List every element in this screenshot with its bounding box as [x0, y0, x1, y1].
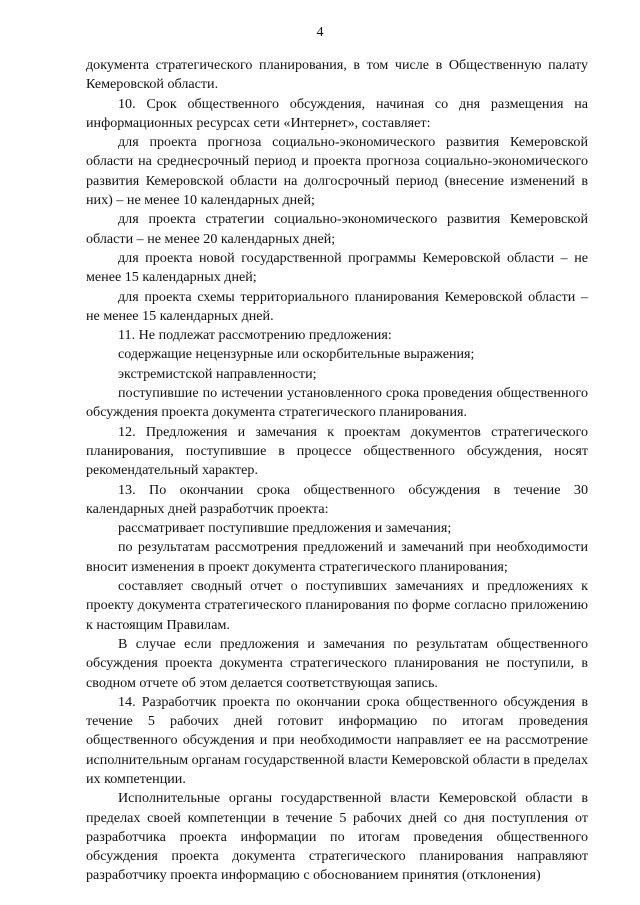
paragraph-obscene: содержащие нецензурные или оскорбительные выражения; — [118, 346, 475, 363]
paragraph-amends: по результатам рассмотрения предложений и замечаний при необходимости вносит изменения в проект документа стратегического планирования; — [86, 539, 588, 575]
paragraph-item-12: 12. Предложения и замечания к проектам документов стратегического планирования, поступившие в процессе общественного обсуждения, носят рекомендательный характер. — [86, 423, 588, 479]
paragraph-program-term: для проекта новой государственной программы Кемеровской области – не менее 15 календарных дней; — [86, 249, 588, 286]
paragraph-item-10: 10. Срок общественного обсуждения, начиная со дня размещения на информационных ресурсах сети «Интернет», составляет: — [86, 95, 588, 131]
paragraph-late: поступившие по истечении установленного срока проведения общественного обсуждения проекта документа стратегического планирования. — [86, 385, 588, 421]
paragraph-strategy-term: для проекта стратегии социально-экономического развития Кемеровской области – не менее 20 календарных дней; — [86, 211, 588, 247]
paragraph-executive-bodies: Исполнительные органы государственной власти Кемеровской области в пределах своей компетенции в течение 5 рабочих дней со дня поступления от разработчика проекта информации по итогам проведения общественного обсуждения проекта документа стратегического планирования направляют разработчику проекта информацию с обоснованием принятия (отклонения) — [86, 790, 588, 884]
paragraph-item-13: 13. По окончании срока общественного обсуждения в течение 30 календарных дней разработчик проекта: — [86, 481, 588, 517]
document-body — [86, 56, 588, 886]
paragraph-forecast-term: для проекта прогноза социально-экономического развития Кемеровской области на среднесрочный период и проекта прогноза социально-экономического развития Кемеровской области на долгосрочный период (внесение изменений в них) – не менее 10 календарных дней; — [86, 134, 588, 209]
paragraph-continuation: документа стратегического планирования, в том числе в Общественную палату Кемеровской области. — [86, 57, 588, 93]
page-number: 4 — [316, 25, 324, 40]
paragraph-summary-report: составляет сводный отчет о поступивших замечаниях и предложениях к проекту документа стратегического планирования по форме согласно приложению к настоящим Правилам. — [86, 578, 588, 633]
paragraph-reviews: рассматривает поступившие предложения и замечания; — [118, 520, 452, 537]
paragraph-item-11: 11. Не подлежат рассмотрению предложения: — [118, 327, 392, 344]
paragraph-extremist: экстремистской направленности; — [118, 365, 317, 382]
paragraph-scheme-term: для проекта схемы территориального планирования Кемеровской области – не менее 15 календарных дней. — [86, 288, 588, 324]
paragraph-item-14: 14. Разработчик проекта по окончании срока общественного обсуждения в течение 5 рабочих дней готовит информацию по итогам проведения общественного обсуждения и при необходимости направляет ее на рассмотрение исполнительным органам государственной власти Кемеровской области в пределах их компетенции. — [86, 693, 588, 787]
paragraph-no-proposals: В случае если предложения и замечания по результатам общественного обсуждения проекта документа стратегического планирования не поступили, в сводном отчете об этом делается соответствующая запись. — [86, 635, 588, 691]
